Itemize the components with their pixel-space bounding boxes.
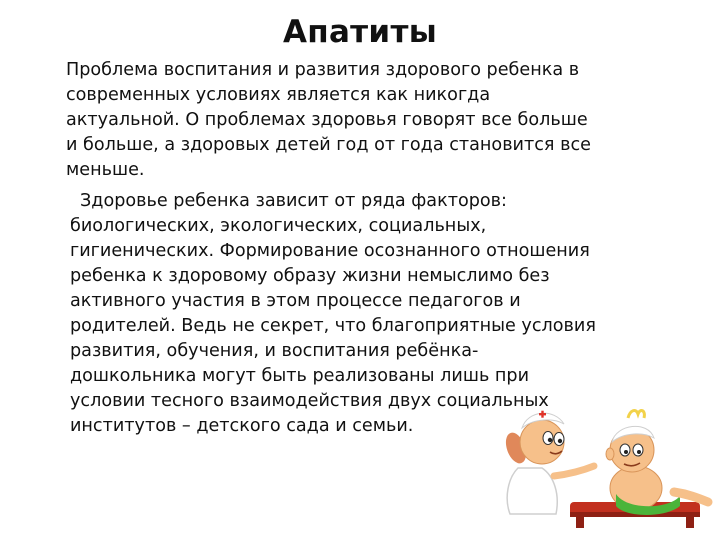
couch-leg-left xyxy=(576,516,584,528)
child-hair xyxy=(628,411,644,418)
child-eye-right xyxy=(633,444,643,456)
nurse-eye-right xyxy=(554,433,564,446)
paragraph-line: актуальной. О проблемах здоровья говорят все больше xyxy=(66,110,588,130)
nurse-pupil-right xyxy=(558,439,562,443)
paragraph-line: современных условиях является как никогда xyxy=(66,85,491,105)
slide-body xyxy=(66,58,670,445)
nurse-pupil-left xyxy=(548,438,552,442)
paragraph-line: и больше, а здоровых детей год от года становится все xyxy=(66,135,591,155)
paragraph-line: Проблема воспитания и развития здорового ребенка в xyxy=(66,60,580,80)
child-pupil-right xyxy=(637,450,641,454)
paragraph-line: биологических, экологических, социальных, xyxy=(70,216,487,236)
cross-icon-bar xyxy=(541,411,543,418)
child-ear xyxy=(606,448,614,460)
paragraph-line: ребенка к здоровому образу жизни немыслимо без xyxy=(70,266,550,286)
paragraph-line: дошкольника могут быть реализованы лишь при xyxy=(70,366,530,386)
paragraph-line: Здоровье ребенка зависит от ряда факторов: xyxy=(80,191,507,211)
child-eye-left xyxy=(620,444,630,456)
nurse-eye-left xyxy=(543,432,553,445)
paragraph-line: гигиенических. Формирование осознанного отношения xyxy=(70,241,590,261)
paragraph-line: условии тесного взаимодействия двух социальных xyxy=(70,391,549,411)
nurse-and-child-illustration xyxy=(498,398,720,540)
paragraph-line: институтов – детского сада и семьи. xyxy=(70,416,414,436)
nurse-arm xyxy=(554,466,594,476)
paragraph-line: родителей. Ведь не секрет, что благоприятные условия xyxy=(70,316,596,336)
nurse-gown xyxy=(507,468,557,514)
paragraph-line: меньше. xyxy=(66,160,145,180)
paragraph-line: активного участия в этом процессе педагогов и xyxy=(70,291,521,311)
paragraph-line: развития, обучения, и воспитания ребёнка- xyxy=(70,341,479,361)
couch-leg-right xyxy=(686,516,694,528)
paragraph-1 xyxy=(66,58,670,183)
slide-title: Апатиты xyxy=(282,14,438,50)
child-pupil-left xyxy=(624,450,628,454)
